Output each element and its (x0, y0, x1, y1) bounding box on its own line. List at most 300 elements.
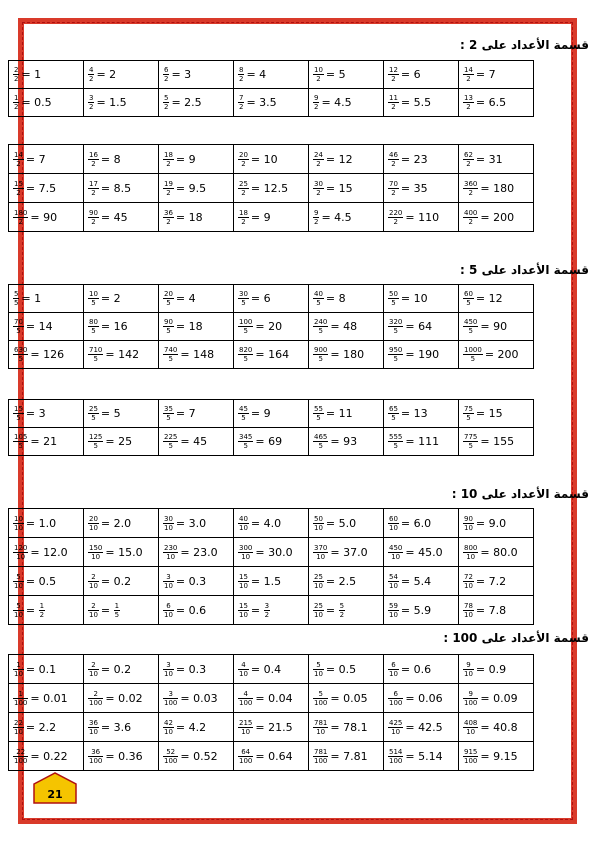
fraction-denominator: 100 (14, 756, 28, 765)
fraction (313, 690, 328, 707)
result: = 0.6 (400, 662, 432, 676)
fraction (313, 602, 324, 619)
fraction-denominator: 10 (164, 727, 173, 736)
fraction-denominator: 5 (18, 442, 23, 450)
fraction (238, 690, 253, 707)
fraction-denominator: 10 (389, 610, 398, 619)
fraction (88, 433, 103, 450)
fraction (339, 602, 345, 619)
fraction (313, 346, 328, 363)
fraction (313, 573, 324, 590)
fraction-denominator: 10 (464, 669, 473, 678)
result: = (25, 603, 39, 617)
fraction-numerator: 24 (314, 150, 323, 159)
fraction-denominator: 5 (468, 442, 473, 450)
result: = 12 (325, 152, 353, 166)
fraction-denominator: 2 (391, 188, 396, 197)
fraction-numerator: 25 (314, 572, 323, 581)
fraction (163, 544, 178, 561)
fraction-denominator: 2 (316, 159, 321, 168)
fraction (238, 94, 244, 111)
fraction-denominator: 10 (14, 727, 23, 736)
fraction-denominator: 5 (466, 414, 471, 422)
fraction-numerator: 9 (463, 690, 478, 699)
division-cell (384, 61, 459, 89)
fraction-denominator: 100 (314, 698, 328, 707)
fraction-denominator: 100 (239, 756, 253, 765)
fraction-numerator: 70 (389, 179, 398, 188)
result: = 31 (475, 152, 503, 166)
table-row (9, 596, 534, 625)
result: = 15 (475, 407, 503, 420)
fraction (163, 433, 178, 450)
fraction (313, 180, 324, 197)
result: = 9.15 (480, 749, 518, 763)
table-row (9, 61, 534, 89)
result: = 20 (255, 320, 283, 333)
result: = 6 (250, 292, 271, 305)
fraction-denominator: 10 (391, 552, 401, 561)
fraction-denominator: 5 (166, 414, 171, 422)
result: = 7.5 (25, 181, 57, 195)
fraction-denominator: 2 (466, 159, 471, 168)
division-cell (384, 655, 459, 684)
fraction-denominator: 100 (389, 698, 403, 707)
fraction-numerator: 915 (464, 747, 478, 756)
division-cell (384, 89, 459, 117)
fraction-numerator: 2 (88, 661, 99, 670)
fraction-denominator: 2 (239, 75, 244, 83)
result: = 2.5 (171, 96, 202, 109)
fraction-numerator: 75 (464, 405, 473, 413)
division-cell (459, 313, 534, 341)
result: = 142 (105, 348, 140, 361)
fraction (13, 94, 19, 111)
division-cell (9, 538, 84, 567)
fraction-numerator: 15 (239, 572, 248, 581)
fraction (463, 690, 478, 707)
fraction-denominator: 2 (314, 217, 319, 226)
division-cell (234, 400, 309, 428)
division-cell (309, 174, 384, 203)
division-cell (309, 400, 384, 428)
result: = 126 (30, 348, 65, 361)
fraction (88, 748, 103, 765)
fraction (388, 180, 399, 197)
fraction-numerator: 1 (114, 601, 120, 610)
division-cell (159, 341, 234, 369)
result: = 2.0 (100, 516, 132, 530)
fraction (388, 209, 403, 226)
fraction-denominator: 10 (314, 610, 323, 619)
fraction-denominator: 10 (314, 669, 323, 678)
fraction-denominator: 2 (166, 188, 171, 197)
result: = 4 (246, 68, 267, 81)
result: = 7 (25, 152, 46, 166)
fraction-numerator: 1 (13, 661, 24, 670)
fraction-numerator: 3 (264, 601, 270, 610)
fraction-denominator: 10 (464, 610, 473, 619)
fraction-numerator: 10 (14, 514, 23, 523)
table-row (9, 742, 534, 771)
fraction-denominator: 2 (314, 103, 319, 111)
page-number-badge (32, 772, 78, 804)
fraction-numerator: 5 (14, 290, 19, 298)
division-cell (159, 285, 234, 313)
division-cell (459, 509, 534, 538)
fraction-numerator: 1 (39, 601, 45, 610)
fraction-denominator: 10 (164, 610, 173, 619)
fraction (313, 94, 319, 111)
fraction (463, 748, 478, 765)
fraction-numerator: 9 (314, 94, 319, 102)
fraction (238, 748, 253, 765)
fraction (88, 209, 99, 226)
fraction-denominator: 10 (164, 669, 173, 678)
fraction-denominator: 5 (316, 414, 321, 422)
division-cell (84, 713, 159, 742)
division-cell (159, 428, 234, 456)
division-cell (234, 313, 309, 341)
division-cell (234, 285, 309, 313)
fraction-numerator: 820 (239, 346, 253, 354)
result: = 3.5 (246, 96, 277, 109)
fraction-numerator: 425 (389, 718, 403, 727)
result: = 0.04 (255, 691, 293, 705)
table-row (9, 341, 534, 369)
fraction-denominator: 100 (89, 756, 103, 765)
division-cell (9, 428, 84, 456)
division-cell (159, 713, 234, 742)
fraction-denominator: 2 (18, 217, 23, 226)
fraction-numerator: 20 (89, 514, 98, 523)
division-cell (9, 713, 84, 742)
fraction-numerator: 59 (389, 601, 398, 610)
fraction-numerator: 16 (89, 150, 98, 159)
fraction-numerator: 781 (314, 718, 328, 727)
division-cell (84, 655, 159, 684)
division-table (8, 399, 534, 456)
fraction-denominator: 10 (89, 523, 98, 532)
fraction-denominator: 5 (168, 442, 173, 450)
fraction-denominator: 10 (89, 581, 98, 590)
fraction-denominator: 100 (14, 698, 28, 707)
fraction-numerator: 4 (238, 690, 253, 699)
fraction-numerator: 1 (14, 94, 19, 102)
division-cell (234, 174, 309, 203)
division-cell (459, 713, 534, 742)
fraction-denominator: 2 (91, 159, 96, 168)
fraction-denominator: 2 (91, 217, 96, 226)
division-cell (159, 400, 234, 428)
fraction-denominator: 10 (464, 581, 473, 590)
fraction-numerator: 105 (14, 433, 28, 441)
division-cell (84, 400, 159, 428)
division-cell (159, 596, 234, 625)
fraction (13, 346, 28, 363)
fraction-denominator: 2 (468, 217, 473, 226)
fraction-numerator: 6 (388, 661, 399, 670)
fraction-denominator: 10 (314, 581, 323, 590)
fraction (313, 719, 328, 736)
fraction-numerator: 3 (163, 573, 174, 582)
division-cell (9, 313, 84, 341)
result: = 10 (400, 292, 428, 305)
fraction-denominator: 2 (468, 188, 473, 197)
fraction-numerator: 90 (164, 318, 173, 326)
division-cell (159, 538, 234, 567)
fraction-denominator: 2 (316, 75, 321, 83)
fraction (88, 602, 99, 619)
division-table (8, 654, 534, 771)
fraction (163, 209, 174, 226)
fraction-numerator: 72 (464, 572, 473, 581)
fraction-denominator: 5 (318, 442, 323, 450)
division-cell (384, 742, 459, 771)
result: = 48 (330, 320, 358, 333)
result: = 90 (480, 320, 508, 333)
fraction-numerator: 60 (464, 290, 473, 298)
result: = 80.0 (480, 545, 518, 559)
fraction (388, 661, 399, 678)
fraction (238, 433, 253, 450)
result: = 0.2 (100, 662, 132, 676)
fraction-denominator: 2 (166, 217, 171, 226)
fraction-denominator: 5 (393, 327, 398, 335)
fraction-numerator: 15 (14, 179, 23, 188)
fraction-denominator: 2 (14, 75, 19, 83)
fraction-numerator: 70 (14, 318, 23, 326)
result: = 23 (400, 152, 428, 166)
division-cell (309, 596, 384, 625)
fraction-numerator: 25 (239, 179, 248, 188)
division-cell (234, 567, 309, 596)
division-cell (384, 285, 459, 313)
table-row (9, 428, 534, 456)
division-cell (459, 596, 534, 625)
result: = 2.2 (25, 720, 57, 734)
result: = 4 (175, 292, 196, 305)
division-cell (384, 509, 459, 538)
division-cell (459, 145, 534, 174)
fraction (238, 346, 253, 363)
fraction-denominator: 10 (14, 523, 23, 532)
fraction (13, 661, 24, 678)
result: = 9 (175, 152, 196, 166)
table-row (9, 509, 534, 538)
division-cell (309, 684, 384, 713)
table-row (9, 89, 534, 117)
division-table (8, 144, 534, 232)
fraction-numerator: 64 (238, 748, 253, 757)
fraction-numerator: 2 (88, 573, 99, 582)
division-cell (234, 203, 309, 232)
fraction-numerator: 36 (164, 208, 173, 217)
result: = 45 (180, 435, 208, 448)
fraction (388, 573, 399, 590)
fraction-denominator: 5 (466, 299, 471, 307)
fraction-denominator: 5 (168, 355, 173, 363)
fraction-numerator: 950 (389, 346, 403, 354)
result: = 0.4 (250, 662, 282, 676)
fraction (463, 318, 478, 335)
result: = 2 (100, 292, 121, 305)
fraction-denominator: 100 (314, 756, 328, 765)
division-cell (459, 89, 534, 117)
fraction-numerator: 360 (464, 179, 478, 188)
result: = 180 (330, 348, 365, 361)
fraction-numerator: 36 (89, 718, 98, 727)
division-cell (234, 89, 309, 117)
result: = 1.0 (25, 516, 57, 530)
fraction-denominator: 10 (89, 727, 98, 736)
fraction-numerator: 7 (239, 94, 244, 102)
division-cell (159, 684, 234, 713)
result: = 10 (250, 152, 278, 166)
fraction (388, 346, 403, 363)
result: = 21 (30, 435, 58, 448)
fraction-denominator: 5 (166, 299, 171, 307)
fraction-numerator: 80 (89, 318, 98, 326)
fraction-denominator: 5 (241, 299, 246, 307)
fraction (88, 661, 99, 678)
result: = 0.06 (405, 691, 443, 705)
division-cell (84, 428, 159, 456)
division-cell (309, 341, 384, 369)
result: = 6 (400, 68, 421, 81)
fraction (88, 180, 99, 197)
result: = 40.8 (480, 720, 518, 734)
result: = 0.5 (21, 96, 52, 109)
result: = 4.5 (321, 96, 352, 109)
fraction (88, 66, 94, 83)
result: = 3 (25, 407, 46, 420)
result: = 9.5 (175, 181, 207, 195)
fraction (313, 209, 319, 226)
division-cell (159, 61, 234, 89)
page-number: 21 (47, 788, 63, 801)
result: = 8 (325, 292, 346, 305)
fraction (13, 151, 24, 168)
fraction-denominator: 5 (468, 327, 473, 335)
fraction (238, 290, 249, 307)
fraction-numerator: 5 (164, 94, 169, 102)
fraction (238, 151, 249, 168)
fraction-numerator: 9 (463, 661, 474, 670)
fraction-numerator: 465 (314, 433, 328, 441)
fraction-numerator: 740 (164, 346, 178, 354)
division-cell (84, 567, 159, 596)
result: = 12 (475, 292, 503, 305)
fraction (313, 151, 324, 168)
fraction-numerator: 215 (239, 718, 253, 727)
fraction (313, 661, 324, 678)
fraction-numerator: 100 (239, 318, 253, 326)
fraction-numerator: 50 (314, 514, 323, 523)
fraction-numerator: 11 (389, 94, 398, 102)
fraction-numerator: 514 (389, 747, 403, 756)
fraction-numerator: 900 (314, 346, 328, 354)
fraction-denominator: 2 (164, 103, 169, 111)
fraction-numerator: 19 (164, 179, 173, 188)
fraction-numerator: 300 (239, 543, 253, 552)
fraction-numerator: 6 (388, 690, 403, 699)
fraction-denominator: 5 (243, 442, 248, 450)
fraction (388, 602, 399, 619)
result: = 0.64 (255, 749, 293, 763)
fraction-numerator: 800 (464, 543, 478, 552)
fraction (388, 290, 399, 307)
fraction (463, 180, 478, 197)
division-cell (309, 61, 384, 89)
division-cell (384, 203, 459, 232)
fraction-denominator: 10 (241, 552, 251, 561)
fraction-denominator: 100 (464, 756, 478, 765)
fraction-numerator: 370 (314, 543, 328, 552)
fraction (163, 94, 169, 111)
fraction (388, 544, 403, 561)
fraction (238, 209, 249, 226)
fraction-numerator: 320 (389, 318, 403, 326)
fraction-denominator: 10 (466, 552, 476, 561)
fraction-denominator: 10 (89, 610, 98, 619)
result: = (250, 603, 264, 617)
result: = 12.0 (30, 545, 68, 559)
fraction (388, 66, 399, 83)
result: = 9 (250, 407, 271, 420)
result: = 190 (405, 348, 440, 361)
table-row (9, 684, 534, 713)
division-cell (84, 538, 159, 567)
fraction-numerator: 35 (164, 405, 173, 413)
division-cell (159, 145, 234, 174)
fraction (13, 690, 28, 707)
fraction (238, 719, 253, 736)
fraction-numerator: 60 (389, 514, 398, 523)
fraction-denominator: 2 (264, 610, 270, 619)
fraction (463, 94, 474, 111)
fraction (463, 290, 474, 307)
fraction (313, 66, 324, 83)
result: = 64 (405, 320, 433, 333)
fraction (463, 346, 483, 363)
result: = 25 (105, 435, 133, 448)
fraction (13, 602, 24, 619)
table-row (9, 313, 534, 341)
result: = 200 (484, 348, 519, 361)
fraction-numerator: 5 (313, 661, 324, 670)
result: = 1.5 (250, 574, 282, 588)
fraction-numerator: 40 (314, 290, 323, 298)
table-row (9, 203, 534, 232)
fraction (13, 290, 19, 307)
fraction-denominator: 5 (241, 414, 246, 422)
result: = 4.0 (250, 516, 282, 530)
result: = 148 (180, 348, 215, 361)
result: = 0.3 (175, 574, 207, 588)
fraction (13, 433, 28, 450)
fraction (238, 66, 244, 83)
fraction-denominator: 2 (241, 159, 246, 168)
fraction-denominator: 10 (166, 552, 176, 561)
fraction-numerator: 4 (89, 66, 94, 74)
division-cell (309, 313, 384, 341)
division-cell (309, 742, 384, 771)
division-cell (309, 567, 384, 596)
division-cell (384, 596, 459, 625)
fraction-denominator: 2 (316, 188, 321, 197)
result: = 2 (96, 68, 117, 81)
